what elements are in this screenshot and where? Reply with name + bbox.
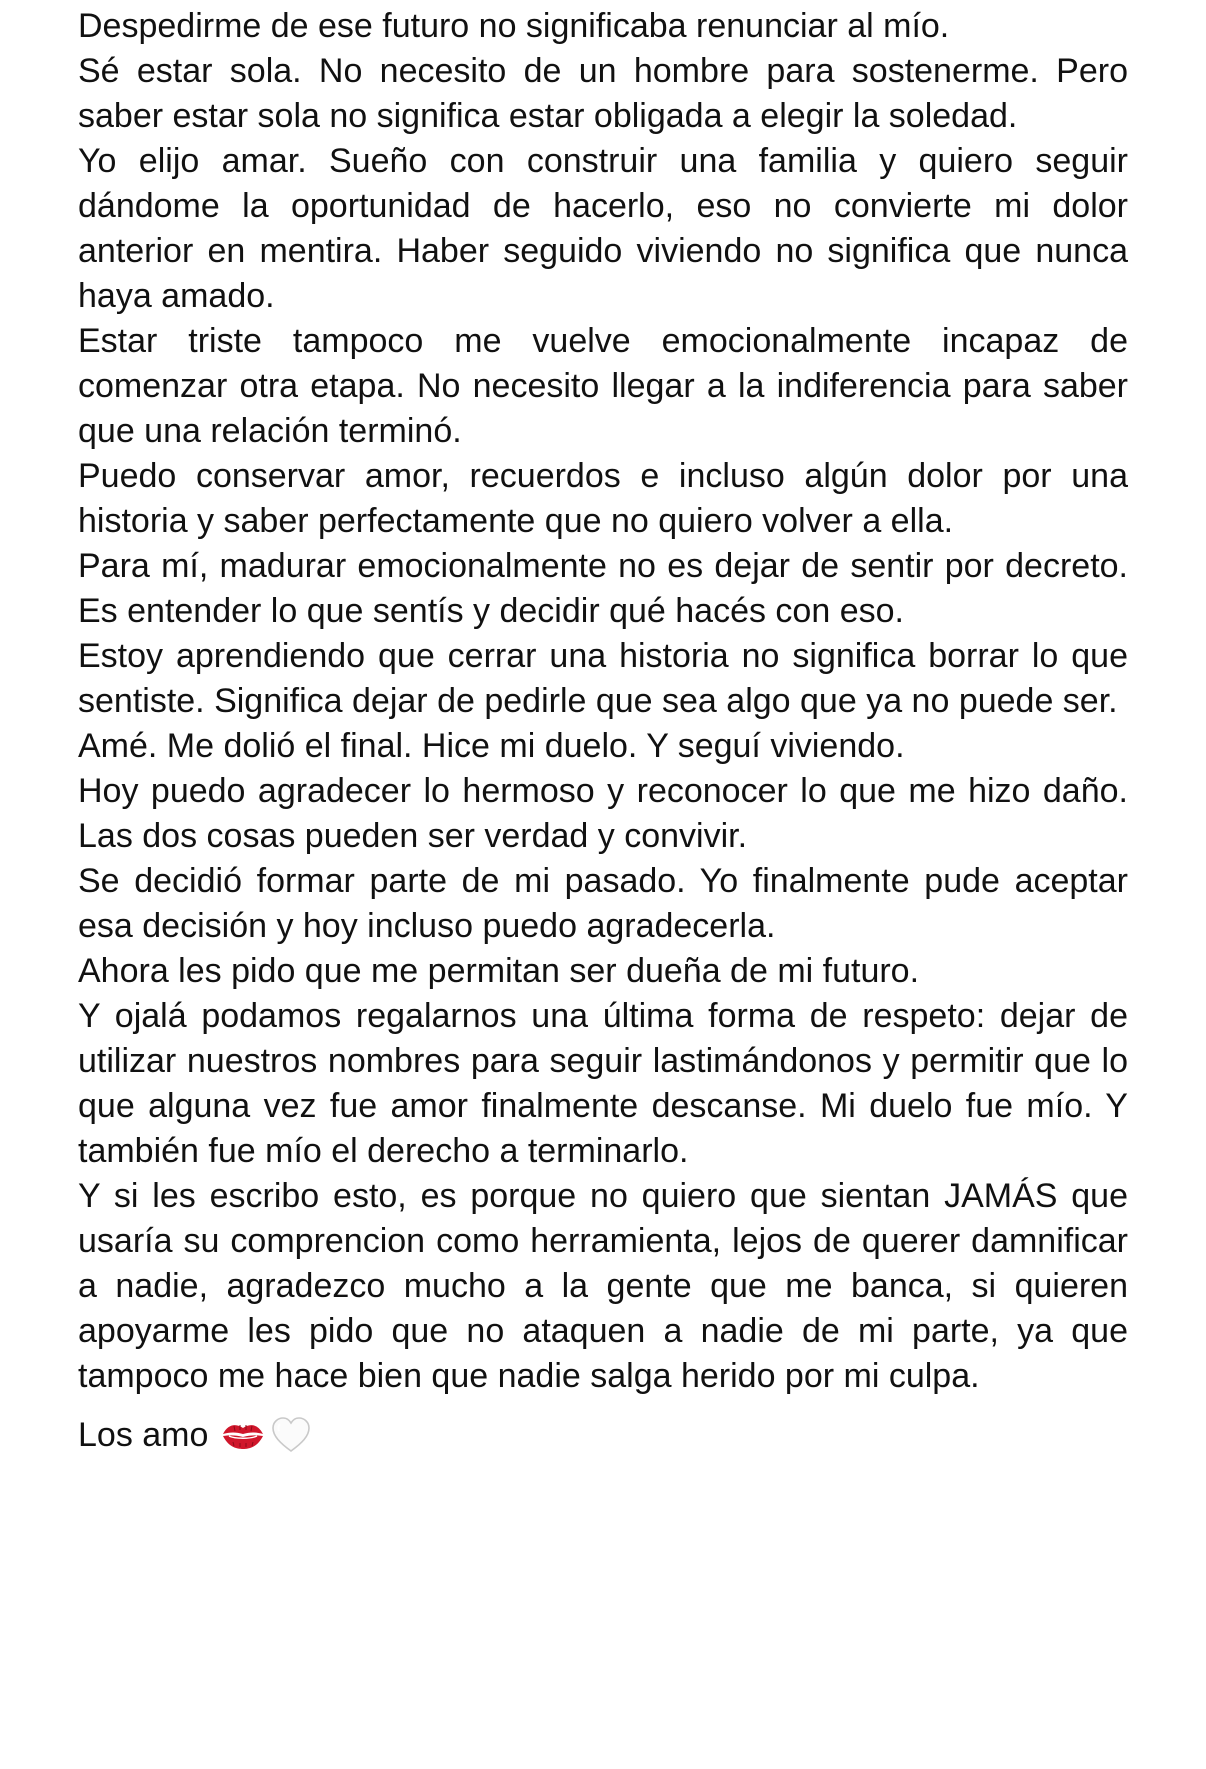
paragraph: Puedo conservar amor, recuerdos e incluso algún dolor por una historia y saber perfectamente que no quiero volver a ella.	[78, 457, 1128, 540]
paragraph: Yo elijo amar. Sueño con construir una familia y quiero seguir dándome la oportunidad de hacerlo, eso no convierte mi dolor anterior en mentira. Haber seguido viviendo no significa que nunca haya amado.	[78, 142, 1128, 315]
paragraph: Y ojalá podamos regalarnos una última forma de respeto: dejar de utilizar nuestros nombres para seguir lastimándonos y permitir que lo que alguna vez fue amor finalmente descanse. Mi duelo fue mío. Y también fue mío el derecho a terminarlo.	[78, 997, 1128, 1170]
paragraph: Estar triste tampoco me vuelve emocionalmente incapaz de comenzar otra etapa. No necesito llegar a la indiferencia para saber que una relación terminó.	[78, 322, 1128, 450]
paragraph: Amé. Me dolió el final. Hice mi duelo. Y seguí viviendo.	[78, 727, 905, 765]
paragraph: Sé estar sola. No necesito de un hombre para sostenerme. Pero saber estar sola no significa estar obligada a elegir la soledad.	[78, 52, 1128, 135]
note-body	[78, 4, 1128, 1463]
paragraph: Y si les escribo esto, es porque no quiero que sientan JAMÁS que usaría su comprencion como herramienta, lejos de querer damnificar a nadie, agradezco mucho a la gente que me banca, si quieren apoyarme les pido que no ataquen a nadie de mi parte, ya que tampoco me hace bien que nadie salga herido por mi culpa.	[78, 1177, 1128, 1395]
paragraph: Ahora les pido que me permitan ser dueña de mi futuro.	[78, 952, 920, 990]
paragraph: Despedirme de ese futuro no significaba renunciar al mío.	[78, 7, 950, 45]
paragraph: Para mí, madurar emocionalmente no es dejar de sentir por decreto. Es entender lo que sentís y decidir qué hacés con eso.	[78, 547, 1128, 630]
paragraph: Hoy puedo agradecer lo hermoso y reconocer lo que me hizo daño. Las dos cosas pueden ser verdad y convivir.	[78, 772, 1128, 855]
paragraph: Se decidió formar parte de mi pasado. Yo finalmente pude aceptar esa decisión y hoy incluso puedo agradecerla.	[78, 862, 1128, 945]
kiss-mark-icon	[220, 1418, 266, 1452]
white-heart-icon	[270, 1415, 312, 1455]
signoff-icons	[220, 1415, 312, 1455]
signoff	[78, 1407, 1128, 1463]
signoff-text: Los amo	[78, 1416, 209, 1454]
paragraph: Estoy aprendiendo que cerrar una historia no significa borrar lo que sentiste. Significa dejar de pedirle que sea algo que ya no puede ser.	[78, 637, 1128, 720]
